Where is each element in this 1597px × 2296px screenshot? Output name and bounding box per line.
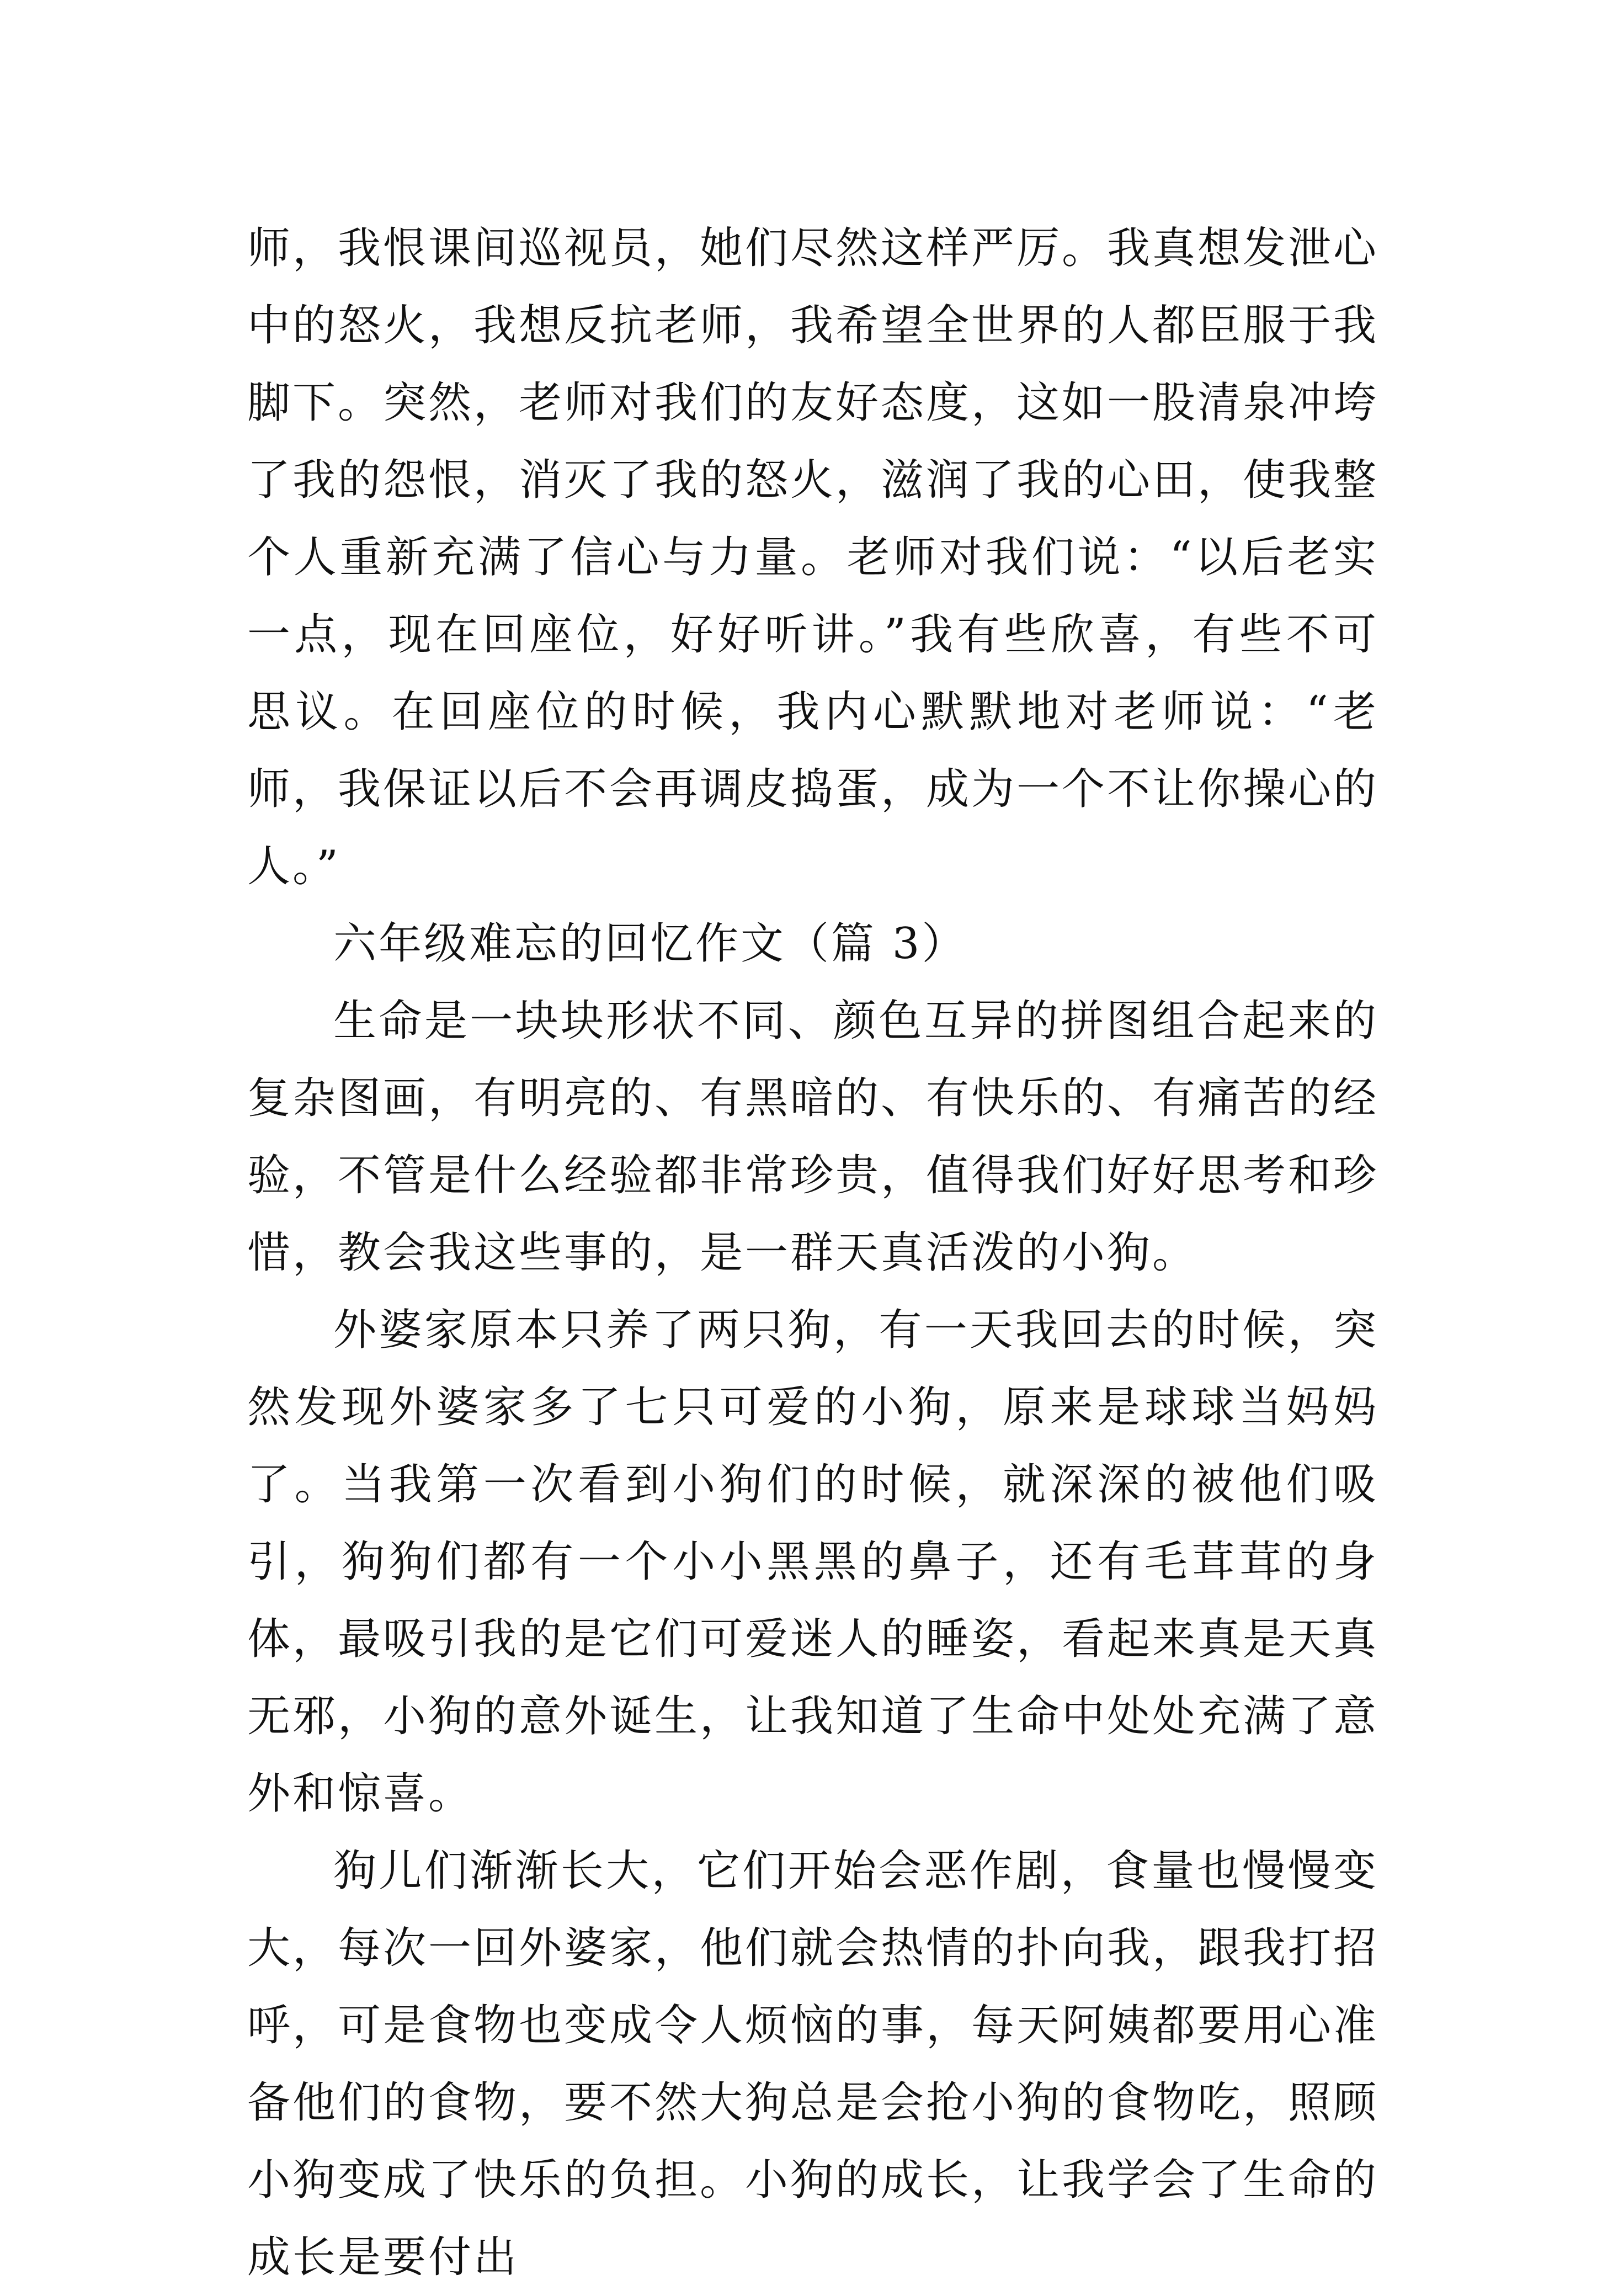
paragraph: 生命是一块块形状不同、颜色互异的拼图组合起来的复杂图画，有明亮的、有黑暗的、有快乐的、有痛苦的经验，不管是什么经验都非常珍贵，值得我们好好思考和珍惜，教会我这些事的，是一群天真活泼的小狗。 bbox=[247, 996, 1379, 1278]
paragraph: 狗儿们渐渐长大，它们开始会恶作剧，食量也慢慢变大，每次一回外婆家，他们就会热情的扑向我，跟我打招呼，可是食物也变成令人烦恼的事，每天阿姨都要用心准备他们的食物，要不然大狗总是会抢小狗的食物吃，照顾小狗变成了快乐的负担。小狗的成长，让我学会了生命的成长是要付出 bbox=[247, 1846, 1379, 2282]
document-page bbox=[247, 210, 1378, 2296]
paragraph: 外婆家原本只养了两只狗，有一天我回去的时候，突然发现外婆家多了七只可爱的小狗，原来是球球当妈妈了。当我第一次看到小狗们的时候，就深深的被他们吸引，狗狗们都有一个小小黑黑的鼻子，还有毛茸茸的身体，最吸引我的是它们可爱迷人的睡姿，看起来真是天真无邪，小狗的意外诞生，让我知道了生命中处处充满了意外和惊喜。 bbox=[247, 1305, 1379, 1819]
section-heading: 六年级难忘的回忆作文（篇 3） bbox=[333, 919, 967, 969]
paragraph-continuation: 师，我恨课间巡视员，她们尽然这样严厉。我真想发泄心中的怒火，我想反抗老师，我希望全世界的人都臣服于我脚下。突然，老师对我们的友好态度，这如一股清泉冲垮了我的怨恨，消灭了我的怒火，滋润了我的心田，使我整个人重新充满了信心与力量。老师对我们说：“以后老实一点，现在回座位，好好听讲。”我有些欣喜，有些不可思议。在回座位的时候，我内心默默地对老师说：“老师，我保证以后不会再调皮捣蛋，成为一个不让你操心的人。” bbox=[247, 224, 1379, 891]
